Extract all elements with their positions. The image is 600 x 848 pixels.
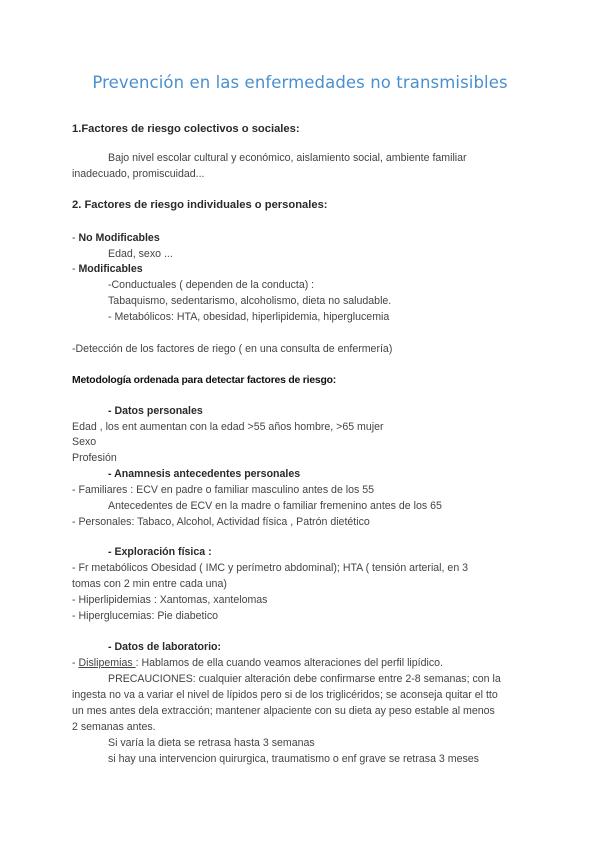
dash: -	[72, 263, 79, 275]
exploracion-heading: - Exploración física :	[108, 546, 212, 558]
familiares-line: - Familiares : ECV en padre o familiar masculino antes de los 55	[72, 484, 375, 496]
personales-line: - Personales: Tabaco, Alcohol, Actividad física , Patrón dietético	[72, 516, 370, 528]
laboratorio-heading: - Datos de laboratorio:	[108, 641, 222, 653]
exploracion-line-3: - Hiperlipidemias : Xantomas, xantelomas	[72, 594, 268, 606]
no-modificables-row	[72, 232, 160, 245]
datos-personales-heading: - Datos personales	[108, 405, 203, 417]
deteccion-line: -Detección de los factores de riego ( en una consulta de enfermería)	[72, 343, 393, 355]
profesion-line: Profesión	[72, 452, 117, 464]
precauciones-line-3: un mes antes dela extracción; mantener alpaciente con su dieta ay peso estable al menos	[72, 705, 495, 717]
familiares-line-2: Antecedentes de ECV en la madre o familiar fremenino antes de los 65	[108, 500, 442, 512]
dash: -	[72, 232, 79, 244]
no-modificables-item: Edad, sexo ...	[108, 248, 173, 260]
precauciones-line-4: 2 semanas antes.	[72, 721, 156, 733]
exploracion-line-1: - Fr metabólicos Obesidad ( IMC y perímetro abdominal); HTA ( tensión arterial, en 3	[72, 562, 469, 574]
section-1-heading: 1.Factores de riesgo colectivos o sociales:	[72, 123, 300, 135]
metabolicos-line: - Metabólicos: HTA, obesidad, hiperlipidemia, hiperglucemia	[108, 311, 390, 323]
dieta-line: Si varía la dieta se retrasa hasta 3 semanas	[108, 737, 315, 749]
precauciones-line-1: PRECAUCIONES: cualquier alteración debe confirmarse entre 2-8 semanas; con la	[108, 673, 501, 685]
section-2-heading: 2. Factores de riesgo individuales o personales:	[72, 199, 328, 211]
conductuales-line: -Conductuales ( dependen de la conducta) :	[108, 279, 315, 291]
no-modificables-label: No Modificables	[78, 232, 160, 244]
dislipemias-line	[72, 657, 443, 670]
edad-line: Edad , los ent aumentan con la edad >55 años hombre, >65 mujer	[72, 421, 384, 433]
metodologia-heading: Metodología ordenada para detectar factores de riesgo:	[72, 375, 337, 386]
precauciones-line-2: ingesta no va a variar el nivel de lípidos pero si de los triglicéridos; se aconseja quitar el tto	[72, 689, 498, 701]
s1-line-1: Bajo nivel escolar cultural y económico, aislamiento social, ambiente familiar	[108, 152, 467, 164]
exploracion-line-2: tomas con 2 min entre cada una)	[72, 578, 227, 590]
intervencion-line: si hay una intervencion quirurgica, traumatismo o enf grave se retrasa 3 meses	[108, 753, 479, 765]
sexo-line: Sexo	[72, 436, 97, 448]
modificables-label: Modificables	[78, 263, 143, 275]
conductuales-items: Tabaquismo, sedentarismo, alcoholismo, dieta no saludable.	[108, 295, 392, 307]
modificables-row	[72, 263, 143, 276]
exploracion-line-4: - Hiperglucemias: Pie diabetico	[72, 610, 219, 622]
dislipemias-label: Dislipemias	[78, 657, 136, 669]
dislipemias-text: : Hablamos de ella cuando veamos alteraciones del perfil lipídico.	[135, 657, 443, 669]
dash: -	[72, 657, 79, 669]
anamnesis-heading: - Anamnesis antecedentes personales	[108, 468, 301, 480]
document-title: Prevención en las enfermedades no transmisibles	[92, 73, 508, 92]
s1-line-2: inadecuado, promiscuidad...	[72, 168, 205, 180]
